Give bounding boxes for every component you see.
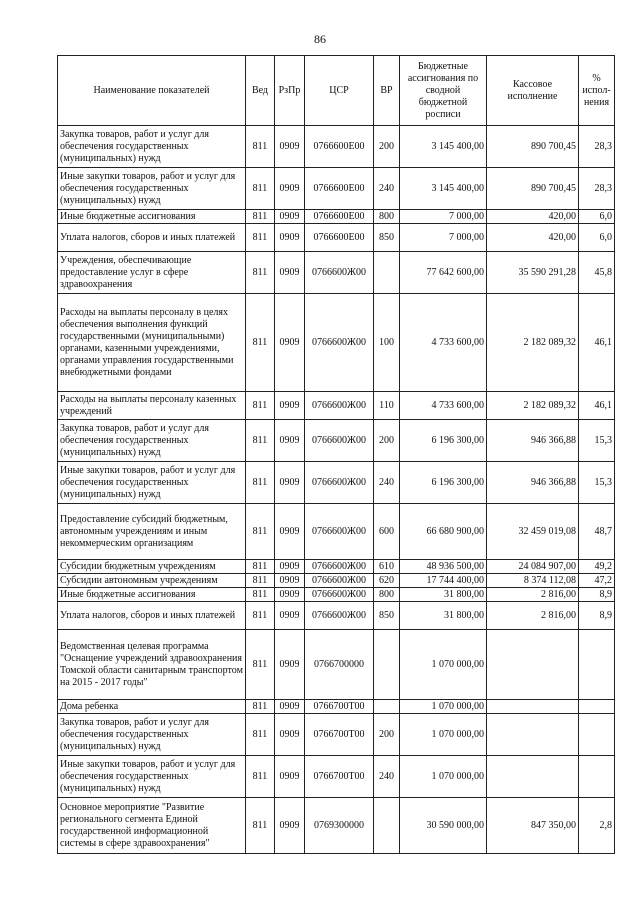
cell-budget: 7 000,00 xyxy=(400,210,487,224)
cell-vr: 100 xyxy=(374,294,400,392)
cell-csr: 0766700000 xyxy=(305,630,374,700)
table-row xyxy=(58,588,615,602)
cell-cash: 2 816,00 xyxy=(487,588,579,602)
cell-percent: 49,2 xyxy=(579,560,615,574)
cell-name: Ведомственная целевая программа "Оснащение учреждений здравоохранения Томской области санитарным транспортом на 2015 - 2017 годы" xyxy=(58,630,246,700)
table-row xyxy=(58,126,615,168)
cell-cash: 32 459 019,08 xyxy=(487,504,579,560)
cell-budget: 31 800,00 xyxy=(400,588,487,602)
cell-rzpr: 0909 xyxy=(275,574,305,588)
cell-csr: 0766600Ж00 xyxy=(305,294,374,392)
cell-cash: 847 350,00 xyxy=(487,798,579,854)
cell-percent: 6,0 xyxy=(579,210,615,224)
cell-percent xyxy=(579,630,615,700)
cell-percent xyxy=(579,700,615,714)
cell-budget: 48 936 500,00 xyxy=(400,560,487,574)
table-row xyxy=(58,392,615,420)
cell-ved: 811 xyxy=(246,392,275,420)
table-row xyxy=(58,252,615,294)
cell-cash xyxy=(487,700,579,714)
table-row xyxy=(58,224,615,252)
cell-name: Дома ребенка xyxy=(58,700,246,714)
cell-vr: 800 xyxy=(374,210,400,224)
cell-cash: 946 366,88 xyxy=(487,420,579,462)
cell-rzpr: 0909 xyxy=(275,714,305,756)
cell-ved: 811 xyxy=(246,560,275,574)
cell-vr xyxy=(374,630,400,700)
cell-percent xyxy=(579,756,615,798)
cell-cash: 8 374 112,08 xyxy=(487,574,579,588)
cell-cash xyxy=(487,630,579,700)
cell-ved: 811 xyxy=(246,126,275,168)
table-body xyxy=(58,126,615,854)
cell-csr: 0766600Е00 xyxy=(305,210,374,224)
table-row xyxy=(58,420,615,462)
cell-csr: 0766600Ж00 xyxy=(305,252,374,294)
cell-vr: 200 xyxy=(374,420,400,462)
cell-csr: 0766600Ж00 xyxy=(305,392,374,420)
header-rzpr: РзПр xyxy=(275,56,305,126)
cell-ved: 811 xyxy=(246,574,275,588)
table-row xyxy=(58,574,615,588)
cell-budget: 6 196 300,00 xyxy=(400,462,487,504)
cell-rzpr: 0909 xyxy=(275,630,305,700)
cell-csr: 0766600Е00 xyxy=(305,224,374,252)
cell-budget: 3 145 400,00 xyxy=(400,126,487,168)
cell-cash: 24 084 907,00 xyxy=(487,560,579,574)
cell-name: Закупка товаров, работ и услуг для обеспечения государственных (муниципальных) нужд xyxy=(58,126,246,168)
cell-cash: 946 366,88 xyxy=(487,462,579,504)
budget-execution-table xyxy=(57,55,615,854)
cell-vr: 200 xyxy=(374,714,400,756)
cell-ved: 811 xyxy=(246,700,275,714)
cell-vr: 240 xyxy=(374,168,400,210)
cell-vr xyxy=(374,798,400,854)
cell-rzpr: 0909 xyxy=(275,210,305,224)
cell-budget: 77 642 600,00 xyxy=(400,252,487,294)
cell-budget: 1 070 000,00 xyxy=(400,700,487,714)
table-row xyxy=(58,700,615,714)
cell-vr: 850 xyxy=(374,602,400,630)
cell-name: Субсидии автономным учреждениям xyxy=(58,574,246,588)
cell-name: Иные бюджетные ассигнования xyxy=(58,210,246,224)
header-cash: Кассовое исполнение xyxy=(487,56,579,126)
cell-vr xyxy=(374,252,400,294)
cell-percent xyxy=(579,714,615,756)
cell-ved: 811 xyxy=(246,798,275,854)
cell-csr: 0766600Ж00 xyxy=(305,462,374,504)
cell-vr: 200 xyxy=(374,126,400,168)
cell-csr: 0766700Т00 xyxy=(305,714,374,756)
cell-name: Иные закупки товаров, работ и услуг для обеспечения государственных (муниципальных) нужд xyxy=(58,168,246,210)
cell-vr: 800 xyxy=(374,588,400,602)
cell-budget: 7 000,00 xyxy=(400,224,487,252)
cell-vr: 620 xyxy=(374,574,400,588)
cell-csr: 0766700Т00 xyxy=(305,756,374,798)
cell-rzpr: 0909 xyxy=(275,252,305,294)
table-row xyxy=(58,714,615,756)
cell-name: Иные бюджетные ассигнования xyxy=(58,588,246,602)
table-row xyxy=(58,630,615,700)
table-row xyxy=(58,756,615,798)
table-header-row xyxy=(58,56,615,126)
cell-budget: 4 733 600,00 xyxy=(400,392,487,420)
cell-rzpr: 0909 xyxy=(275,588,305,602)
cell-budget: 1 070 000,00 xyxy=(400,630,487,700)
cell-name: Иные закупки товаров, работ и услуг для обеспечения государственных (муниципальных) нужд xyxy=(58,462,246,504)
cell-csr: 0766600Е00 xyxy=(305,168,374,210)
cell-cash xyxy=(487,714,579,756)
cell-rzpr: 0909 xyxy=(275,462,305,504)
cell-csr: 0766600Е00 xyxy=(305,126,374,168)
cell-percent: 15,3 xyxy=(579,462,615,504)
cell-budget: 1 070 000,00 xyxy=(400,756,487,798)
cell-ved: 811 xyxy=(246,252,275,294)
cell-name: Уплата налогов, сборов и иных платежей xyxy=(58,602,246,630)
cell-percent: 8,9 xyxy=(579,588,615,602)
cell-cash: 35 590 291,28 xyxy=(487,252,579,294)
cell-percent: 15,3 xyxy=(579,420,615,462)
cell-percent: 48,7 xyxy=(579,504,615,560)
table-row xyxy=(58,560,615,574)
header-ved: Вед xyxy=(246,56,275,126)
cell-rzpr: 0909 xyxy=(275,560,305,574)
page-number: 86 xyxy=(314,32,326,46)
cell-vr: 240 xyxy=(374,462,400,504)
header-name: Наименование показателей xyxy=(58,56,246,126)
cell-ved: 811 xyxy=(246,462,275,504)
cell-percent: 8,9 xyxy=(579,602,615,630)
cell-name: Уплата налогов, сборов и иных платежей xyxy=(58,224,246,252)
cell-percent: 28,3 xyxy=(579,168,615,210)
cell-cash: 2 816,00 xyxy=(487,602,579,630)
header-vr: ВР xyxy=(374,56,400,126)
cell-percent: 47,2 xyxy=(579,574,615,588)
table-row xyxy=(58,462,615,504)
cell-vr: 110 xyxy=(374,392,400,420)
cell-vr: 850 xyxy=(374,224,400,252)
cell-rzpr: 0909 xyxy=(275,224,305,252)
table-row xyxy=(58,294,615,392)
cell-rzpr: 0909 xyxy=(275,756,305,798)
cell-ved: 811 xyxy=(246,756,275,798)
cell-percent: 28,3 xyxy=(579,126,615,168)
cell-ved: 811 xyxy=(246,602,275,630)
cell-csr: 0766600Ж00 xyxy=(305,588,374,602)
cell-csr: 0766700Т00 xyxy=(305,700,374,714)
cell-name: Иные закупки товаров, работ и услуг для обеспечения государственных (муниципальных) нужд xyxy=(58,756,246,798)
cell-name: Расходы на выплаты персоналу казенных учреждений xyxy=(58,392,246,420)
cell-budget: 1 070 000,00 xyxy=(400,714,487,756)
cell-vr: 610 xyxy=(374,560,400,574)
cell-ved: 811 xyxy=(246,168,275,210)
table-row xyxy=(58,210,615,224)
cell-ved: 811 xyxy=(246,714,275,756)
table-row xyxy=(58,168,615,210)
header-percent: % испол-нения xyxy=(579,56,615,126)
cell-cash xyxy=(487,756,579,798)
cell-name: Учреждения, обеспечивающие предоставление услуг в сфере здравоохранения xyxy=(58,252,246,294)
cell-name: Закупка товаров, работ и услуг для обеспечения государственных (муниципальных) нужд xyxy=(58,714,246,756)
cell-cash: 890 700,45 xyxy=(487,126,579,168)
cell-ved: 811 xyxy=(246,420,275,462)
cell-rzpr: 0909 xyxy=(275,700,305,714)
cell-csr: 0766600Ж00 xyxy=(305,560,374,574)
cell-cash: 2 182 089,32 xyxy=(487,392,579,420)
cell-cash: 420,00 xyxy=(487,210,579,224)
cell-rzpr: 0909 xyxy=(275,392,305,420)
cell-percent: 46,1 xyxy=(579,392,615,420)
cell-ved: 811 xyxy=(246,210,275,224)
cell-name: Основное мероприятие "Развитие регионального сегмента Единой государственной информационной системы в сфере здравоохранения" xyxy=(58,798,246,854)
cell-budget: 3 145 400,00 xyxy=(400,168,487,210)
cell-csr: 0766600Ж00 xyxy=(305,504,374,560)
cell-percent: 6,0 xyxy=(579,224,615,252)
cell-cash: 2 182 089,32 xyxy=(487,294,579,392)
cell-csr: 0769300000 xyxy=(305,798,374,854)
cell-budget: 31 800,00 xyxy=(400,602,487,630)
cell-ved: 811 xyxy=(246,224,275,252)
cell-percent: 46,1 xyxy=(579,294,615,392)
cell-vr: 600 xyxy=(374,504,400,560)
cell-csr: 0766600Ж00 xyxy=(305,420,374,462)
cell-budget: 66 680 900,00 xyxy=(400,504,487,560)
header-budget: Бюджетные ассигнования по сводной бюджетной росписи xyxy=(400,56,487,126)
cell-csr: 0766600Ж00 xyxy=(305,602,374,630)
cell-budget: 4 733 600,00 xyxy=(400,294,487,392)
cell-csr: 0766600Ж00 xyxy=(305,574,374,588)
cell-name: Субсидии бюджетным учреждениям xyxy=(58,560,246,574)
table-row xyxy=(58,602,615,630)
cell-name: Закупка товаров, работ и услуг для обеспечения государственных (муниципальных) нужд xyxy=(58,420,246,462)
cell-vr: 240 xyxy=(374,756,400,798)
table-row xyxy=(58,504,615,560)
cell-rzpr: 0909 xyxy=(275,602,305,630)
cell-vr xyxy=(374,700,400,714)
cell-cash: 420,00 xyxy=(487,224,579,252)
cell-name: Расходы на выплаты персоналу в целях обеспечения выполнения функций государственными (муниципальными) органами, казенными учреждениями, органами управления государственными внебюджетными фондами xyxy=(58,294,246,392)
cell-rzpr: 0909 xyxy=(275,168,305,210)
cell-rzpr: 0909 xyxy=(275,504,305,560)
cell-percent: 2,8 xyxy=(579,798,615,854)
cell-rzpr: 0909 xyxy=(275,126,305,168)
cell-ved: 811 xyxy=(246,294,275,392)
table-row xyxy=(58,798,615,854)
cell-name: Предоставление субсидий бюджетным, автономным учреждениям и иным некоммерческим организациям xyxy=(58,504,246,560)
cell-budget: 17 744 400,00 xyxy=(400,574,487,588)
cell-ved: 811 xyxy=(246,588,275,602)
cell-budget: 30 590 000,00 xyxy=(400,798,487,854)
cell-percent: 45,8 xyxy=(579,252,615,294)
cell-rzpr: 0909 xyxy=(275,798,305,854)
cell-ved: 811 xyxy=(246,630,275,700)
cell-budget: 6 196 300,00 xyxy=(400,420,487,462)
cell-cash: 890 700,45 xyxy=(487,168,579,210)
cell-rzpr: 0909 xyxy=(275,420,305,462)
cell-rzpr: 0909 xyxy=(275,294,305,392)
header-csr: ЦСР xyxy=(305,56,374,126)
cell-ved: 811 xyxy=(246,504,275,560)
